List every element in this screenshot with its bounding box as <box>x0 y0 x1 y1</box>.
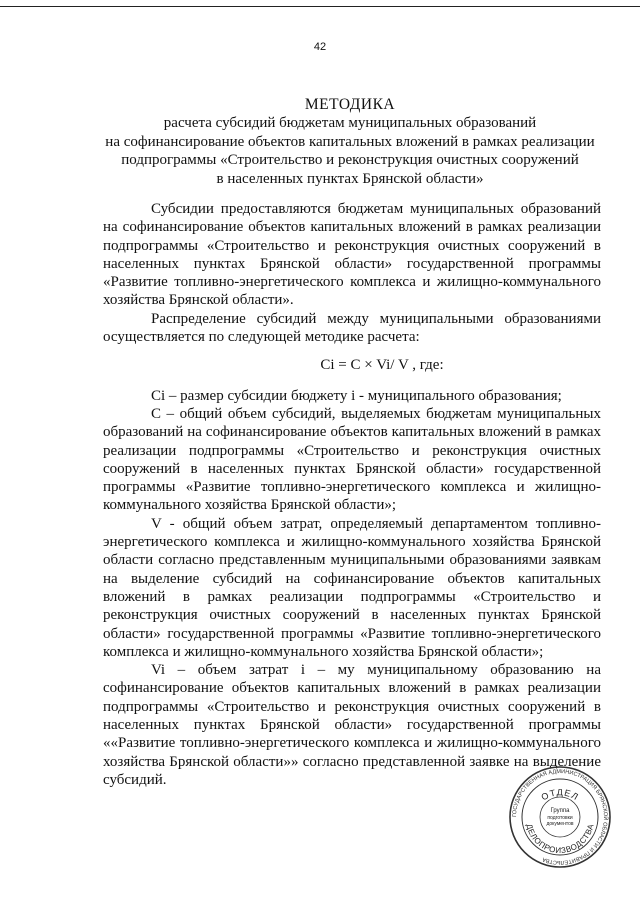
heading-line-4: в населенных пунктах Брянской области» <box>216 170 484 187</box>
stamp-center-line-1: Группа <box>550 808 570 814</box>
stamp-ring-text: ГОСУДАРСТВЕННАЯ АДМИНИСТРАЦИЯ БРЯНСКОЙ ОБЛАСТИ И ПРАВИТЕЛЬСТВА <box>511 768 609 866</box>
document-heading <box>60 96 640 188</box>
paragraph-intro: Субсидии предоставляются бюджетам муниципальных образований на софинансирование объектов капитальных вложений в рамках реализации подпрограммы «Строительство и реконструкция очистных сооружений в населенных пунктах Брянской области» государственной программы «Развитие топливно-энергетического комплекса и жилищно-коммунального хозяйства Брянской области». <box>103 201 601 309</box>
svg-text:ДЕЛОПРОИЗВОДСТВА <box>524 823 595 855</box>
definition-c: C – общий объем субсидий, выделяемых бюджетам муниципальных образований на софинансирование объектов капитальных вложений в рамках реализации подпрограммы «Строительство и реконструкция очистных сооружений в населенных пунктах Брянской области» государственной программы «Развитие топливно-энергетического комплекса и жилищно-коммунального хозяйства Брянской области»; <box>103 405 601 514</box>
document-body <box>103 200 601 789</box>
heading-line-1: расчета субсидий бюджетам муниципальных образований <box>163 115 537 131</box>
definition-v: V - общий объем затрат, определяемый департаментом топливно-энергетического комплекса и жилищно-коммунального хозяйства Брянской области согласно представленным муниципальными образованиями заявкам на выделение субсидий на софинансирование объектов капитальных вложений в рамках реализации подпрограммы «Строительство и реконструкция очистных сооружений в населенных пунктах Брянской области» государственной программы «Развитие топливно-энергетического комплекса и жилищно-коммунального хозяйства Брянской области»; <box>103 515 601 660</box>
svg-text:ОТДЕЛ <box>540 787 581 802</box>
stamp-bottom-text: ДЕЛОПРОИЗВОДСТВА <box>524 822 596 856</box>
paragraph-distribution: Распределение субсидий между муниципальными образованиями осуществляется по следующей методике расчета: <box>103 310 601 346</box>
definition-vi: Vi – объем затрат i – му муниципальному образованию на софинансирование объектов капитальных вложений в рамках реализации подпрограммы «Строительство и реконструкция очистных сооружений в населенных пунктах Брянской области» государственной программы ««Развитие топливно-энергетического комплекса и жилищно-коммунального хозяйства Брянской области»» согласно представленной заявке на выделение субсидий. <box>103 662 601 788</box>
office-stamp <box>508 765 612 869</box>
stamp-center-line-2: подготовки <box>547 815 573 821</box>
heading-line-3: подпрограммы «Строительство и реконструкция очистных сооружений <box>121 152 579 168</box>
page-number: 42 <box>313 41 327 53</box>
formula: Ci = C × Vi/ V , где: <box>320 357 444 374</box>
top-rule <box>0 6 640 7</box>
stamp-center-line-3: документов <box>546 821 574 827</box>
definition-ci: Ci – размер субсидии бюджету i - муниципального образования; <box>151 387 562 404</box>
document-title: МЕТОДИКА <box>304 96 396 113</box>
heading-line-2: на софинансирование объектов капитальных вложений в рамках реализации <box>105 133 595 150</box>
stamp-top-text: ОТДЕЛ <box>539 787 581 803</box>
